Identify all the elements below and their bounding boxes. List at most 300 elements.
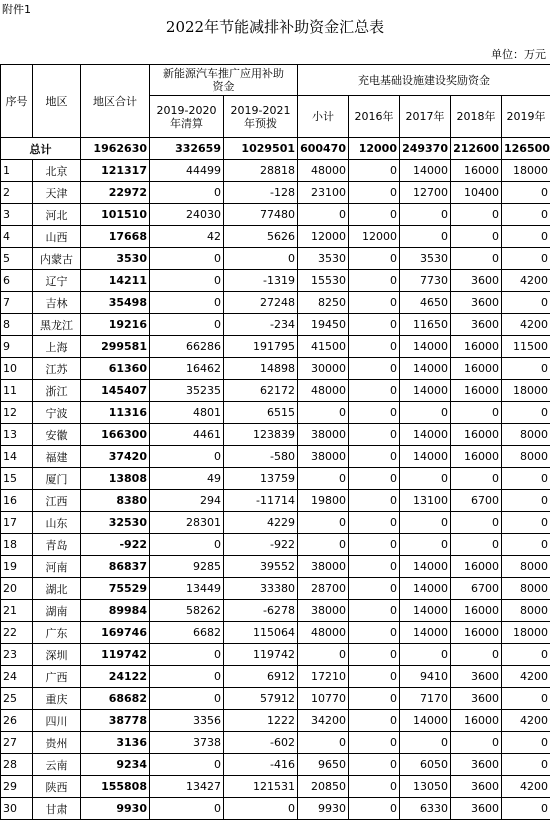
cell-region-total: 61360 [81,358,150,380]
cell-region: 湖北 [33,578,81,600]
cell-nev-2019-2020: 66286 [150,336,224,358]
table-row [1,644,550,666]
cell-subtotal: 19450 [298,314,349,336]
cell-nev-2019-2021: 62172 [224,380,298,402]
cell-nev-2019-2021: -602 [224,732,298,754]
cell-region: 陕西 [33,776,81,798]
cell-2017: 7170 [400,688,451,710]
cell-seq: 17 [1,512,33,534]
cell-2018: 0 [451,226,502,248]
cell-subtotal: 0 [298,732,349,754]
cell-2017: 9410 [400,666,451,688]
cell-2018: 16000 [451,160,502,182]
cell-nev-2019-2021: 39552 [224,556,298,578]
cell-region: 天津 [33,182,81,204]
cell-subtotal: 48000 [298,622,349,644]
cell-nev-2019-2020: 0 [150,248,224,270]
cell-2019: 0 [502,204,550,226]
total-2018: 212600 [451,138,502,160]
cell-seq: 20 [1,578,33,600]
cell-seq: 15 [1,468,33,490]
cell-nev-2019-2020: 3738 [150,732,224,754]
cell-subtotal: 9650 [298,754,349,776]
cell-2016: 0 [349,666,400,688]
cell-region-total: 75529 [81,578,150,600]
table-row [1,292,550,314]
cell-nev-2019-2021: 119742 [224,644,298,666]
cell-2016: 0 [349,446,400,468]
cell-2016: 0 [349,314,400,336]
unit-label: 单位：万元 [491,46,546,62]
cell-nev-2019-2021: -11714 [224,490,298,512]
header-nev-2019-2020: 2019-2020年清算 [150,96,224,138]
cell-2017: 0 [400,644,451,666]
header-2019: 2019年 [502,96,550,138]
cell-2018: 16000 [451,600,502,622]
cell-2019: 4200 [502,270,550,292]
table-row [1,754,550,776]
cell-nev-2019-2021: -580 [224,446,298,468]
cell-region-total: 89984 [81,600,150,622]
cell-2019: 18000 [502,622,550,644]
cell-2017: 0 [400,468,451,490]
cell-2019: 0 [502,732,550,754]
cell-2017: 14000 [400,556,451,578]
cell-2019: 0 [502,534,550,556]
cell-nev-2019-2020: 0 [150,754,224,776]
cell-2017: 14000 [400,380,451,402]
header-2017: 2017年 [400,96,451,138]
cell-region: 内蒙古 [33,248,81,270]
cell-2019: 0 [502,688,550,710]
cell-seq: 8 [1,314,33,336]
table-row [1,270,550,292]
cell-2016: 0 [349,248,400,270]
cell-nev-2019-2020: 0 [150,314,224,336]
header-2018: 2018年 [451,96,502,138]
cell-2018: 3600 [451,776,502,798]
cell-2019: 0 [502,182,550,204]
cell-2017: 11650 [400,314,451,336]
table-body [1,138,550,820]
cell-subtotal: 38000 [298,556,349,578]
cell-2016: 0 [349,798,400,820]
cell-region: 福建 [33,446,81,468]
cell-nev-2019-2021: 1222 [224,710,298,732]
cell-seq: 1 [1,160,33,182]
cell-seq: 22 [1,622,33,644]
cell-2016: 0 [349,688,400,710]
table-row [1,314,550,336]
table-row [1,776,550,798]
cell-subtotal: 19800 [298,490,349,512]
cell-2016: 0 [349,336,400,358]
cell-region-total: 121317 [81,160,150,182]
cell-2016: 0 [349,490,400,512]
cell-2018: 0 [451,512,502,534]
header-region-total: 地区合计 [81,65,150,138]
table-row [1,622,550,644]
total-2017: 249370 [400,138,451,160]
cell-region-total: 22972 [81,182,150,204]
cell-seq: 19 [1,556,33,578]
cell-subtotal: 34200 [298,710,349,732]
cell-nev-2019-2021: 5626 [224,226,298,248]
cell-2017: 14000 [400,446,451,468]
cell-nev-2019-2021: 121531 [224,776,298,798]
table-row [1,688,550,710]
cell-region-total: 101510 [81,204,150,226]
cell-2017: 0 [400,204,451,226]
cell-seq: 23 [1,644,33,666]
cell-2016: 0 [349,424,400,446]
cell-subtotal: 38000 [298,424,349,446]
cell-2016: 0 [349,270,400,292]
cell-2017: 14000 [400,358,451,380]
cell-nev-2019-2021: -1319 [224,270,298,292]
cell-2016: 0 [349,644,400,666]
cell-2019: 11500 [502,336,550,358]
cell-nev-2019-2020: 0 [150,446,224,468]
cell-nev-2019-2021: 57912 [224,688,298,710]
cell-region-total: 17668 [81,226,150,248]
cell-nev-2019-2021: -6278 [224,600,298,622]
cell-nev-2019-2021: 123839 [224,424,298,446]
cell-2019: 0 [502,292,550,314]
cell-2019: 8000 [502,446,550,468]
cell-region-total: 169746 [81,622,150,644]
table-row [1,424,550,446]
cell-2018: 3600 [451,688,502,710]
cell-2016: 0 [349,292,400,314]
cell-region-total: 166300 [81,424,150,446]
cell-nev-2019-2020: 4801 [150,402,224,424]
cell-2018: 0 [451,402,502,424]
cell-seq: 12 [1,402,33,424]
cell-region-total: -922 [81,534,150,556]
table-row [1,226,550,248]
table-title: 2022年节能减排补助资金汇总表 [0,16,550,37]
table-row [1,402,550,424]
cell-region: 厦门 [33,468,81,490]
cell-2017: 7730 [400,270,451,292]
cell-2018: 3600 [451,270,502,292]
header-subtotal: 小计 [298,96,349,138]
table-row [1,336,550,358]
cell-seq: 28 [1,754,33,776]
cell-subtotal: 0 [298,644,349,666]
cell-subtotal: 0 [298,512,349,534]
table-row [1,732,550,754]
cell-region: 贵州 [33,732,81,754]
cell-nev-2019-2020: 0 [150,292,224,314]
total-2019: 126500 [502,138,550,160]
total-nev-2019-2020: 332659 [150,138,224,160]
subsidy-summary-table [0,64,550,820]
cell-nev-2019-2020: 44499 [150,160,224,182]
cell-2018: 16000 [451,556,502,578]
total-region-total: 1962630 [81,138,150,160]
cell-seq: 2 [1,182,33,204]
cell-2019: 4200 [502,776,550,798]
cell-seq: 9 [1,336,33,358]
table-row [1,798,550,820]
cell-seq: 16 [1,490,33,512]
cell-nev-2019-2020: 6682 [150,622,224,644]
cell-2017: 13100 [400,490,451,512]
cell-2018: 0 [451,204,502,226]
cell-2019: 8000 [502,600,550,622]
cell-region: 浙江 [33,380,81,402]
cell-subtotal: 20850 [298,776,349,798]
cell-seq: 6 [1,270,33,292]
cell-2018: 0 [451,534,502,556]
cell-nev-2019-2021: -128 [224,182,298,204]
cell-nev-2019-2020: 0 [150,798,224,820]
cell-2019: 8000 [502,556,550,578]
cell-2019: 8000 [502,578,550,600]
cell-2018: 3600 [451,314,502,336]
cell-region: 四川 [33,710,81,732]
cell-region: 宁波 [33,402,81,424]
cell-region: 安徽 [33,424,81,446]
cell-2018: 16000 [451,446,502,468]
cell-seq: 7 [1,292,33,314]
cell-subtotal: 28700 [298,578,349,600]
cell-region: 广西 [33,666,81,688]
cell-2018: 16000 [451,622,502,644]
cell-nev-2019-2021: 115064 [224,622,298,644]
cell-2019: 0 [502,754,550,776]
header-2016: 2016年 [349,96,400,138]
cell-2018: 3600 [451,666,502,688]
cell-seq: 14 [1,446,33,468]
table-row [1,468,550,490]
cell-2016: 0 [349,600,400,622]
cell-nev-2019-2021: -416 [224,754,298,776]
cell-2017: 12700 [400,182,451,204]
cell-nev-2019-2021: -922 [224,534,298,556]
table-row [1,446,550,468]
cell-region-total: 145407 [81,380,150,402]
cell-2017: 6330 [400,798,451,820]
cell-nev-2019-2020: 4461 [150,424,224,446]
total-nev-2019-2021: 1029501 [224,138,298,160]
cell-region: 青岛 [33,534,81,556]
cell-nev-2019-2020: 24030 [150,204,224,226]
cell-2017: 14000 [400,710,451,732]
cell-nev-2019-2020: 49 [150,468,224,490]
cell-2019: 8000 [502,424,550,446]
cell-seq: 29 [1,776,33,798]
table-row [1,666,550,688]
cell-2017: 4650 [400,292,451,314]
cell-2019: 0 [502,798,550,820]
cell-2016: 0 [349,534,400,556]
cell-2017: 13050 [400,776,451,798]
cell-2018: 16000 [451,710,502,732]
cell-2017: 14000 [400,578,451,600]
cell-2016: 0 [349,710,400,732]
cell-seq: 18 [1,534,33,556]
cell-2019: 4200 [502,666,550,688]
header-region: 地区 [33,65,81,138]
cell-nev-2019-2021: 13759 [224,468,298,490]
table-row [1,204,550,226]
cell-region-total: 86837 [81,556,150,578]
cell-nev-2019-2021: 14898 [224,358,298,380]
cell-region: 河南 [33,556,81,578]
cell-region: 辽宁 [33,270,81,292]
cell-seq: 21 [1,600,33,622]
cell-2018: 6700 [451,578,502,600]
cell-subtotal: 12000 [298,226,349,248]
cell-2017: 0 [400,512,451,534]
cell-nev-2019-2021: 27248 [224,292,298,314]
cell-nev-2019-2020: 0 [150,534,224,556]
cell-region: 山西 [33,226,81,248]
cell-region-total: 3136 [81,732,150,754]
cell-subtotal: 10770 [298,688,349,710]
cell-nev-2019-2020: 42 [150,226,224,248]
cell-nev-2019-2021: 0 [224,248,298,270]
cell-2016: 0 [349,182,400,204]
table-row [1,490,550,512]
cell-nev-2019-2021: -234 [224,314,298,336]
cell-region: 北京 [33,160,81,182]
cell-nev-2019-2021: 28818 [224,160,298,182]
cell-2018: 6700 [451,490,502,512]
cell-2016: 0 [349,732,400,754]
cell-region: 广东 [33,622,81,644]
cell-nev-2019-2020: 294 [150,490,224,512]
cell-subtotal: 38000 [298,446,349,468]
cell-2016: 0 [349,578,400,600]
cell-2016: 0 [349,402,400,424]
attachment-label: 附件1 [2,1,31,17]
cell-region-total: 119742 [81,644,150,666]
cell-nev-2019-2020: 3356 [150,710,224,732]
header-seq: 序号 [1,65,33,138]
cell-2019: 0 [502,512,550,534]
table-row [1,556,550,578]
cell-region: 吉林 [33,292,81,314]
cell-2016: 0 [349,358,400,380]
cell-2016: 0 [349,468,400,490]
cell-subtotal: 3530 [298,248,349,270]
cell-nev-2019-2020: 28301 [150,512,224,534]
cell-region: 山东 [33,512,81,534]
cell-2016: 0 [349,160,400,182]
cell-2018: 3600 [451,798,502,820]
cell-2019: 0 [502,226,550,248]
cell-nev-2019-2020: 35235 [150,380,224,402]
cell-2017: 0 [400,732,451,754]
cell-region-total: 9930 [81,798,150,820]
cell-subtotal: 23100 [298,182,349,204]
cell-2019: 18000 [502,380,550,402]
cell-2016: 0 [349,754,400,776]
table-row [1,512,550,534]
cell-nev-2019-2020: 13427 [150,776,224,798]
cell-nev-2019-2021: 191795 [224,336,298,358]
cell-nev-2019-2020: 58262 [150,600,224,622]
cell-subtotal: 0 [298,534,349,556]
cell-region-total: 13808 [81,468,150,490]
table-row [1,358,550,380]
cell-subtotal: 15530 [298,270,349,292]
cell-2017: 14000 [400,600,451,622]
cell-region-total: 19216 [81,314,150,336]
cell-region-total: 3530 [81,248,150,270]
cell-nev-2019-2020: 0 [150,644,224,666]
cell-seq: 4 [1,226,33,248]
cell-2017: 3530 [400,248,451,270]
cell-region-total: 14211 [81,270,150,292]
cell-2016: 0 [349,204,400,226]
cell-2016: 0 [349,512,400,534]
cell-2018: 0 [451,468,502,490]
cell-region: 甘肃 [33,798,81,820]
cell-region: 河北 [33,204,81,226]
cell-2017: 14000 [400,336,451,358]
cell-region-total: 68682 [81,688,150,710]
cell-2019: 0 [502,644,550,666]
cell-seq: 5 [1,248,33,270]
cell-2017: 6050 [400,754,451,776]
cell-2018: 16000 [451,424,502,446]
cell-2018: 16000 [451,336,502,358]
cell-region: 江苏 [33,358,81,380]
cell-subtotal: 48000 [298,380,349,402]
cell-2018: 16000 [451,380,502,402]
cell-2019: 0 [502,490,550,512]
cell-nev-2019-2021: 6912 [224,666,298,688]
cell-nev-2019-2020: 9285 [150,556,224,578]
cell-2019: 0 [502,248,550,270]
table-row [1,578,550,600]
cell-region: 重庆 [33,688,81,710]
cell-region-total: 11316 [81,402,150,424]
cell-subtotal: 8250 [298,292,349,314]
cell-nev-2019-2021: 33380 [224,578,298,600]
cell-nev-2019-2020: 13449 [150,578,224,600]
cell-region-total: 24122 [81,666,150,688]
cell-subtotal: 38000 [298,600,349,622]
cell-region-total: 35498 [81,292,150,314]
cell-seq: 10 [1,358,33,380]
cell-2019: 0 [502,468,550,490]
cell-2017: 14000 [400,160,451,182]
cell-seq: 11 [1,380,33,402]
cell-subtotal: 0 [298,402,349,424]
cell-2017: 14000 [400,622,451,644]
cell-2018: 0 [451,732,502,754]
cell-nev-2019-2020: 0 [150,688,224,710]
cell-subtotal: 30000 [298,358,349,380]
total-row [1,138,550,160]
cell-2019: 0 [502,358,550,380]
table-row [1,600,550,622]
cell-nev-2019-2020: 0 [150,270,224,292]
header-charge-group: 充电基础设施建设奖励资金 [298,65,550,96]
cell-region: 湖南 [33,600,81,622]
cell-seq: 25 [1,688,33,710]
total-2016: 12000 [349,138,400,160]
cell-subtotal: 0 [298,204,349,226]
total-subtotal: 600470 [298,138,349,160]
table-row [1,182,550,204]
